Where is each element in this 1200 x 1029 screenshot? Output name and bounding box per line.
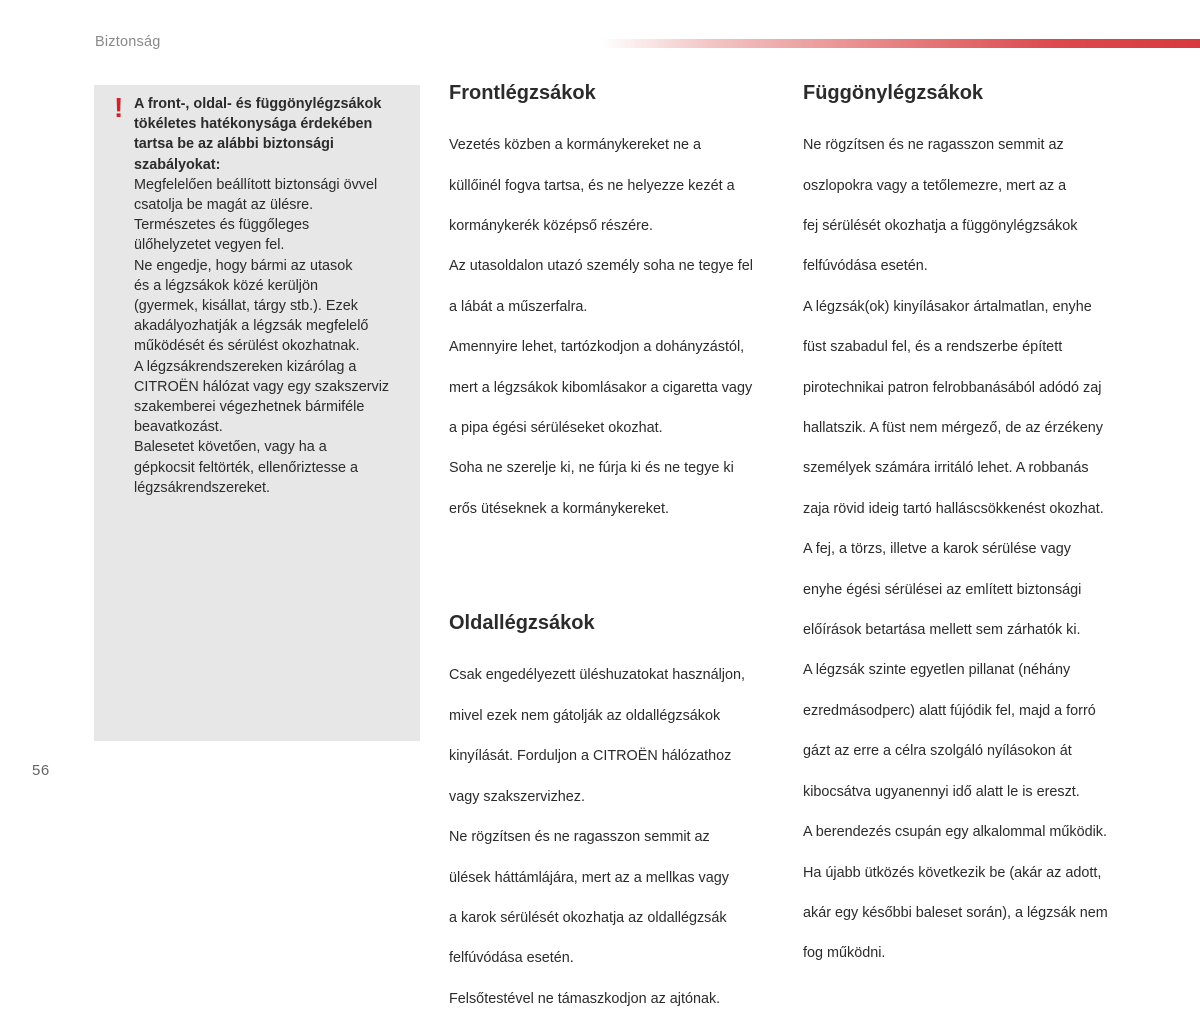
warning-line: akadályozhatják a légzsák megfelelő (134, 318, 369, 335)
warning-line: Megfelelően beállított biztonsági övvel (134, 176, 378, 193)
text-line: Soha ne szerelje ki, ne fúrja ki és ne tegye ki (449, 460, 734, 477)
curtain-column (803, 79, 1138, 984)
text-line: Felsőtestével ne támaszkodjon az ajtónak. (449, 990, 721, 1007)
text-line: mert a légzsákok kibomlásakor a cigaretta vagy (449, 379, 753, 396)
text-line: a lábát a műszerfalra. (449, 298, 588, 315)
side-airbags-text (449, 645, 784, 1029)
warning-exclamation-icon: ! (114, 92, 124, 123)
warning-line: A légzsákrendszereken kizárólag a (134, 358, 357, 375)
section-title: Biztonság (95, 34, 161, 50)
warning-line: CITROËN hálózat vagy egy szakszerviz (134, 378, 390, 395)
text-line: kormánykerék középső részére. (449, 218, 653, 235)
text-line: a karok sérülését okozhatja az oldallégzsák (449, 909, 727, 926)
warning-line: ülőhelyzetet vegyen fel. (134, 237, 285, 254)
text-line: kibocsátva ugyanennyi idő alatt le is ereszt. (803, 783, 1080, 800)
text-line: hallatszik. A füst nem mérgező, de az érzékeny (803, 420, 1103, 437)
text-line: személyek számára irritáló lehet. A robbanás (803, 460, 1089, 477)
warning-line: csatolja be magát az ülésre. (134, 197, 314, 214)
warning-title-line: szabályokat: (134, 156, 221, 173)
warning-line: gépkocsit feltörték, ellenőriztesse a (134, 459, 358, 476)
warning-line: Természetes és függőleges (134, 217, 310, 234)
warning-line: beavatkozást. (134, 419, 223, 436)
text-line: előírások betartása mellett sem zárhatók ki. (803, 622, 1081, 639)
text-line: ülések háttámlájára, mert az a mellkas vagy (449, 869, 729, 886)
text-line: ezredmásodperc) alatt fújódik fel, majd a forró (803, 702, 1096, 719)
text-line: kinyílását. Forduljon a CITROËN hálózathoz (449, 748, 732, 765)
warning-line: légzsákrendszereket. (134, 479, 270, 496)
warning-text (134, 94, 414, 498)
text-line: akár egy későbbi baleset során), a légzsák nem (803, 904, 1108, 921)
text-line: oszlopokra vagy a tetőlemezre, mert az a (803, 177, 1067, 194)
warning-title (134, 94, 414, 175)
text-line: A berendezés csupán egy alkalommal működik. (803, 824, 1107, 841)
warning-line: és a légzsákok közé kerüljön (134, 277, 318, 294)
text-line: A fej, a törzs, illetve a karok sérülése vagy (803, 541, 1071, 558)
front-airbags-text (449, 115, 784, 539)
side-airbags-heading: Oldallégzsákok (449, 612, 595, 635)
curtain-airbags-text (803, 115, 1138, 984)
text-line: füst szabadul fel, és a rendszerbe épített (803, 339, 1063, 356)
text-line: a pipa égési sérüléseket okozhat. (449, 420, 663, 437)
text-line: felfúvódása esetén. (803, 258, 928, 275)
header-gradient-bar (600, 39, 1200, 48)
text-line: Ne rögzítsen és ne ragasszon semmit az (449, 829, 710, 846)
warning-title-line: A front-, oldal- és függönylégzsákok (134, 96, 382, 112)
text-line: fej sérülését okozhatja a függönylégzsákok (803, 218, 1078, 235)
warning-line: Ne engedje, hogy bármi az utasok (134, 257, 353, 274)
text-line: Ha újabb ütközés következik be (akár az adott, (803, 864, 1102, 881)
text-line: Csak engedélyezett üléshuzatokat használjon, (449, 667, 745, 684)
text-line: pirotechnikai patron felrobbanásából adódó zaj (803, 379, 1102, 396)
text-line: mivel ezek nem gátolják az oldallégzsákok (449, 707, 721, 724)
text-line: Vezetés közben a kormánykereket ne a (449, 137, 701, 154)
curtain-airbags-heading: Függönylégzsákok (803, 82, 984, 104)
text-line: Ne rögzítsen és ne ragasszon semmit az (803, 137, 1064, 154)
warning-line: működését és sérülést okozhatnak. (134, 338, 360, 355)
warning-title-line: tökéletes hatékonysága érdekében (134, 116, 373, 133)
warning-line: Balesetet követően, vagy ha a (134, 439, 327, 456)
text-line: A légzsák szinte egyetlen pillanat (néhány (803, 662, 1071, 679)
text-line: Amennyire lehet, tartózkodjon a dohányzástól, (449, 339, 745, 356)
text-line: erős ütéseknek a kormánykereket. (449, 500, 669, 517)
text-line: fog működni. (803, 945, 886, 962)
text-line: gázt az erre a célra szolgáló nyílásokon át (803, 743, 1072, 760)
front-and-side-column (449, 79, 784, 1029)
text-line: Az utasoldalon utazó személy soha ne tegye fel (449, 258, 753, 275)
text-line: A légzsák(ok) kinyílásakor ártalmatlan, enyhe (803, 298, 1092, 315)
warning-title-line: tartsa be az alábbi biztonsági (134, 136, 334, 153)
warning-line: (gyermek, kisállat, tárgy stb.). Ezek (134, 298, 358, 315)
text-line: enyhe égési sérülései az említett biztonsági (803, 581, 1082, 598)
text-line: vagy szakszervizhez. (449, 788, 585, 805)
page-number: 56 (32, 762, 50, 779)
front-airbags-heading: Frontlégzsákok (449, 82, 596, 104)
text-line: felfúvódása esetén. (449, 950, 574, 967)
text-line: zaja rövid ideig tartó halláscsökkenést okozhat. (803, 500, 1104, 517)
text-line: küllőinél fogva tartsa, és ne helyezze kezét a (449, 177, 735, 194)
warning-box (94, 85, 420, 741)
warning-line: szakemberei végezhetnek bármiféle (134, 399, 365, 416)
